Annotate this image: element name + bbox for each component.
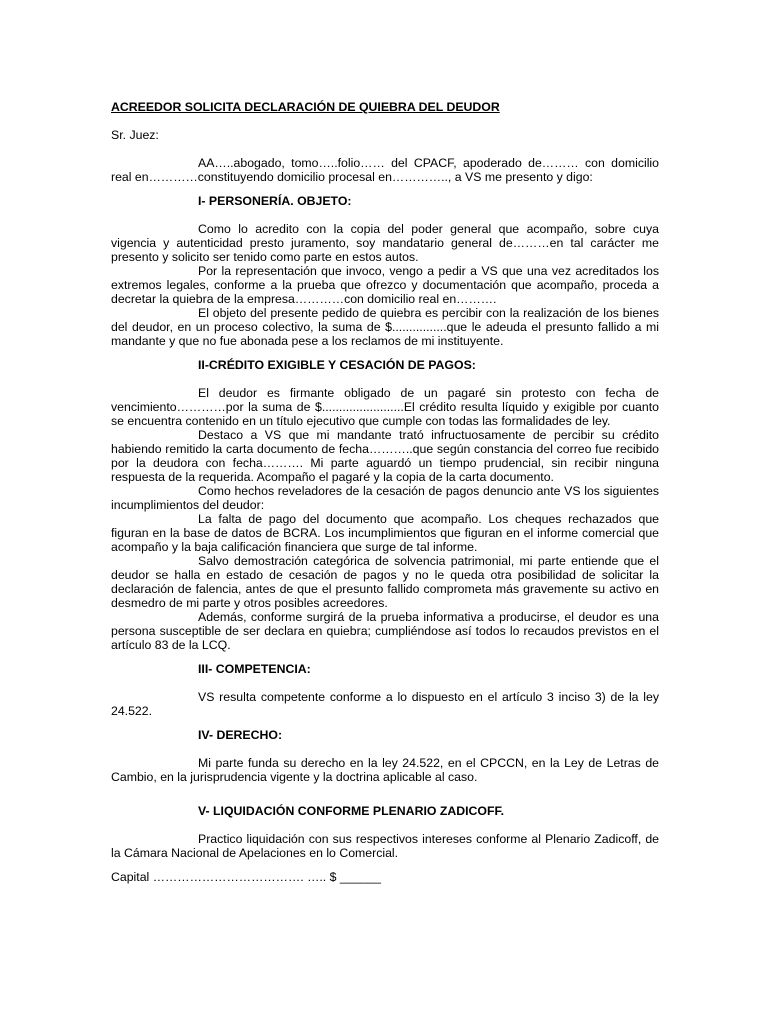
capital-line: Capital ………………………………. ….. $ ______ <box>111 870 381 884</box>
section-1-heading: I- PERSONERÍA. OBJETO: <box>198 194 352 208</box>
section-1-paragraph: El objeto del presente pedido de quiebra es percibir con la realización de los bienes del deudor, en un proceso colectivo, la suma de $................que le adeuda el presunto fallido a mi mandante y que no fue abonada pese a los reclamos de mi instituyente. <box>111 306 659 348</box>
section-1-paragraph: Como lo acredito con la copia del poder general que acompaño, sobre cuya vigencia y autenticidad presto juramento, soy mandatario general de………en tal carácter me presento y solicito ser tenido como parte en estos autos. <box>111 222 659 264</box>
section-4-heading: IV- DERECHO: <box>198 728 283 742</box>
document-title: ACREEDOR SOLICITA DECLARACIÓN DE QUIEBRA DEL DEUDOR <box>111 100 500 114</box>
section-2-paragraph: Salvo demostración categórica de solvencia patrimonial, mi parte entiende que el deudor se halla en estado de cesación de pagos y no le queda otra posibilidad de solicitar la declaración de falencia, antes de que el presunto fallido comprometa más gravemente su activo en desmedro de mi parte y otros posibles acreedores. <box>111 554 659 610</box>
salutation: Sr. Juez: <box>111 128 159 142</box>
section-2-paragraph: Destaco a VS que mi mandante trató infructuosamente de percibir su crédito habiendo remitido la carta documento de fecha………..que según constancia del correo fue recibido por la deudora con fecha………. Mi parte aguardó un tiempo prudencial, sin recibir ninguna respuesta de la requerida. Acompaño el pagaré y la copia de la carta documento. <box>111 428 659 484</box>
section-3-paragraph: VS resulta competente conforme a lo dispuesto en el artículo 3 inciso 3) de la ley 24.522. <box>111 690 659 718</box>
section-2-paragraph: Como hechos reveladores de la cesación de pagos denuncio ante VS los siguientes incumplimientos del deudor: <box>111 484 659 512</box>
document-body <box>111 100 659 884</box>
section-5-paragraph: Practico liquidación con sus respectivos intereses conforme al Plenario Zadicoff, de la Cámara Nacional de Apelaciones en lo Comercial. <box>111 832 659 860</box>
section-1-paragraph: Por la representación que invoco, vengo a pedir a VS que una vez acreditados los extremos legales, conforme a la prueba que ofrezco y documentación que acompaño, proceda a decretar la quiebra de la empresa…………con domicilio real en………. <box>111 264 659 306</box>
section-4-paragraph: Mi parte funda su derecho en la ley 24.522, en el CPCCN, en la Ley de Letras de Cambio, en la jurisprudencia vigente y la doctrina aplicable al caso. <box>111 756 659 784</box>
section-2-paragraph: El deudor es firmante obligado de un pagaré sin protesto con fecha de vencimiento…………por la suma de $........................El crédito resulta líquido y exigible por cuanto se encuentra contenido en un título ejecutivo que cumple con todas las formalidades de ley. <box>111 386 659 428</box>
section-2-heading: II-CRÉDITO EXIGIBLE Y CESACIÓN DE PAGOS: <box>198 358 476 372</box>
section-2-paragraph: La falta de pago del documento que acompaño. Los cheques rechazados que figuran en la base de datos de BCRA. Los incumplimientos que figuran en el informe comercial que acompaño y la baja calificación financiera que surge de tal informe. <box>111 512 659 554</box>
section-2-paragraph: Además, conforme surgirá de la prueba informativa a producirse, el deudor es una persona susceptible de ser declara en quiebra; cumpliéndose así todos lo recaudos previstos en el artículo 83 de la LCQ. <box>111 610 659 652</box>
intro-paragraph: AA…..abogado, tomo…..folio…… del CPACF, apoderado de……… con domicilio real en…………constituyendo domicilio procesal en………….., a VS me presento y digo: <box>111 156 659 184</box>
section-3-heading: III- COMPETENCIA: <box>198 662 311 676</box>
section-5-heading: V- LIQUIDACIÓN CONFORME PLENARIO ZADICOFF. <box>198 804 505 818</box>
